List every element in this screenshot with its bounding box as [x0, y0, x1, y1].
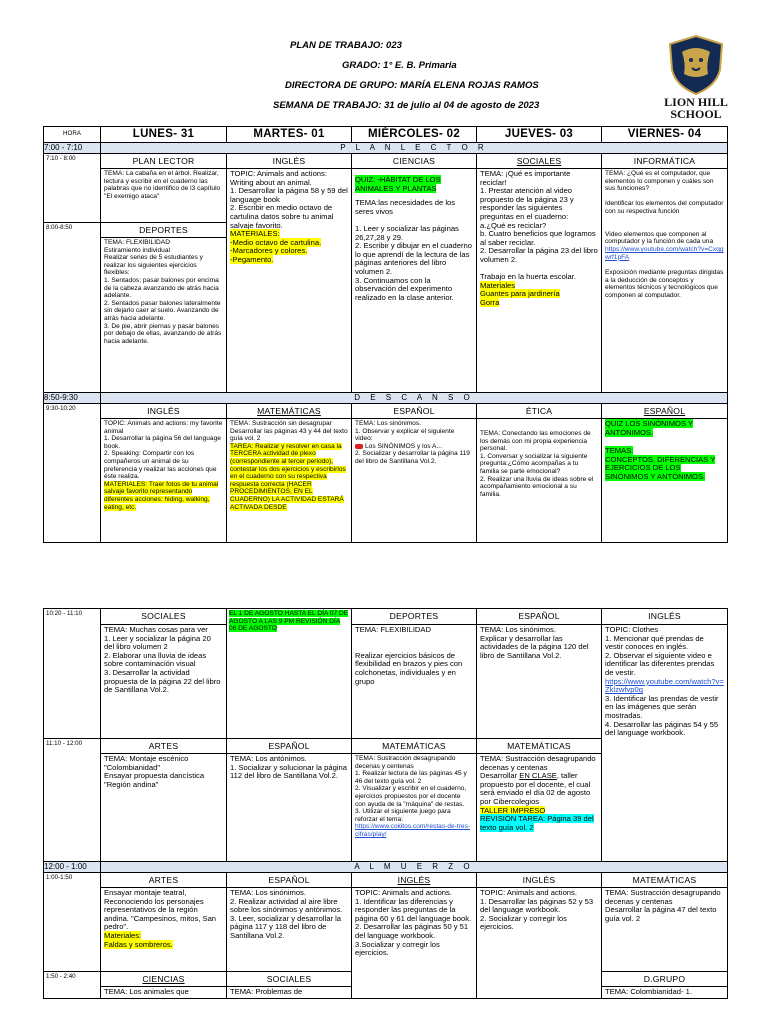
- materials-note: MATERIALES: Traer fotos de tu animal salvaje favorito representando diferentes acciones: hiding, walking, eating, etc.: [104, 480, 219, 511]
- time-slot: 10:20 - 11:10: [44, 609, 101, 739]
- schedule-table-1: [43, 126, 728, 543]
- subject-label: SOCIALES: [477, 154, 602, 169]
- school-name-line2: SCHOOL: [670, 107, 722, 121]
- activity-cell: TEMA: FLEXIBILIDAD Realizar ejercicios básicos de flexibilidad en brazos y pies con colchonetas, individuales y en grupo: [352, 625, 477, 739]
- activity-cell: TEMA: Sustracción desagrupando decenas y centenas 1. Realizar lectura de las páginas 45 y 46 del texto guía vol. 2 2. Visualizar y escribir en el cuaderno, ejercicios propuestos por el docente con ayuda de la "máquina" de restas. 3. Utilizar el siguiente juego para reforzar el tema: https://www.cokitos.com/restas-de-tres-cifras/play/: [352, 754, 477, 862]
- activity-cell: [227, 609, 352, 739]
- activity-cell: TEMA: Sustracción desagrupando decenas y centenas Desarrollar EN CLASE, taller propuesto por el docente, el cual será enviado el día 02 de agosto por Cibercolegios TALLER IMPRESO REVISIÓN TAREA: Página 39 del texto guía vol. 2: [477, 754, 602, 862]
- almuerzo-band: A L M U E R Z O: [101, 862, 728, 873]
- materials-note: MATERIALES: -Medio octavo de cartulina. -Marcadores y colores. -Pegamento.: [230, 229, 322, 264]
- subject-label: SOCIALES: [227, 972, 352, 987]
- subject-label: PLAN LECTOR: [101, 154, 227, 169]
- subject-label: CIENCIAS: [101, 972, 227, 987]
- activity-cell: TEMA: Colombianidad- 1.: [602, 987, 728, 999]
- activity-cell: TEMA: ¿Qué es el computador, que elementos lo componen y cuáles son sus funciones? Identificar los elementos del computador con su respectiva función Video elementos que componen al computador y la función de cada una https://www.youtube.com/watch?v=Cxqgwrf1pFA Exposición mediante preguntas dirigidas a la deducción de conceptos y elementos técnicos y tecnológicos que componen al computador.: [602, 169, 728, 393]
- subject-label: MATEMÁTICAS: [352, 739, 477, 754]
- subject-label: ARTES: [101, 739, 227, 754]
- subject-label: ESPAÑOL: [602, 404, 728, 419]
- time-slot: 1:50 - 2:40: [44, 972, 101, 999]
- activity-cell: TEMA: Montaje escénico "Colombianidad" Ensayar propuesta dancística "Región andina": [101, 754, 227, 862]
- activity-cell: TEMA: La cabaña en el árbol. Realizar, lectura y escribir en el cuaderno las palabras que no identifico de l3 capítulo "El exemigo ataca": [101, 169, 227, 223]
- hora-header: HORA: [44, 127, 101, 143]
- time-slot: 7:00 - 7:10: [44, 143, 101, 154]
- subject-label: MATEMÁTICAS: [477, 739, 602, 754]
- activity-cell: Ensayar montaje teatral, Reconociendo los personajes representativos de la región andina. "Campesinos, mitos, San pedro". Materiales: Faldas y sombreros.: [101, 888, 227, 972]
- activity-cell: TEMA: Los sinónimos. Explicar y desarrollar las actividades de la página 120 del libro de Santillana Vol.2.: [477, 625, 602, 739]
- day-header-martes: MARTES- 01: [227, 127, 352, 143]
- materials-note: Materiales Guantes para jardinería Gorra: [480, 280, 560, 307]
- quiz-note: QUIZ LOS SINÓNIMOS Y ANTÓNIMOS.: [605, 419, 694, 437]
- plan-number: PLAN DE TRABAJO: 023: [290, 40, 402, 51]
- activity-cell: TEMA: Problemas de: [227, 987, 352, 999]
- activity-cell: TEMA: Sustracción desagrupando decenas y centenas Desarrollar la página 47 del texto guía vol. 2: [602, 888, 728, 972]
- subject-label: MATEMÁTICAS: [227, 404, 352, 419]
- subject-label: ARTES: [101, 873, 227, 888]
- day-header-miercoles: MIÉRCOLES- 02: [352, 127, 477, 143]
- day-header-lunes: LUNES- 31: [101, 127, 227, 143]
- subject-label: INGLÉS: [227, 154, 352, 169]
- time-slot: 8:00-8:50: [44, 223, 101, 393]
- activity-cell: TEMA: ¡Qué es importante reciclar! 1. Prestar atención al video propuesto de la página 23 y responder las siguientes preguntas en el cuaderno: a.¿Qué es reciclar? b. Cuatro beneficios que logramos al saber reciclar. 2. Desarrollar la página 23 del libro volumen 2. Trabajo en la huerta escolar. Materiales Guantes para jardinería Gorra: [477, 169, 602, 393]
- day-header-viernes: VIERNES- 04: [602, 127, 728, 143]
- subject-label: DEPORTES: [101, 223, 227, 238]
- subject-label: ESPAÑOL: [227, 739, 352, 754]
- time-slot: 8:50-9:30: [44, 393, 101, 404]
- subject-label: SOCIALES: [101, 609, 227, 625]
- subject-label: D.GRUPO: [602, 972, 728, 987]
- quiz-note: QUIZ: -HÁBITAT DE LOS ANIMALES Y PLANTAS: [355, 175, 441, 193]
- lion-shield-logo-icon: [660, 34, 732, 96]
- video-link[interactable]: https://www.youtube.com/watch?v=Cxqgwrf1pFA: [605, 245, 724, 261]
- document-header: [0, 0, 768, 125]
- schedule-table-2: [43, 608, 728, 999]
- printed-workshop-note: TALLER IMPRESO: [480, 805, 546, 815]
- activity-cell: TEMA: Sustracción sin desagrupar Desarrollar las páginas 43 y 44 del texto guía vol. 2 TAREA: Realizar y resolver en casa la TERCERA actividad de plexo (correspondiente al tercer periodo), contestar los dos ejercicios y escribirlos en el cuaderno con su respectiva respuesta correcta (HACER PROCEDIMIENTOS, EN EL CUADERNO) LA ACTIVIDAD ESTARÁ ACTIVADA DESDE: [227, 419, 352, 543]
- subject-label: INGLÉS: [602, 609, 728, 625]
- time-slot: 1:00-1:50: [44, 873, 101, 972]
- subject-label: INGLÉS: [101, 404, 227, 419]
- time-slot: 11:10 - 12:00: [44, 739, 101, 862]
- day-header-jueves: JUEVES- 03: [477, 127, 602, 143]
- activity-cell: TEMA: Muchas cosas para ver 1. Leer y socializar la página 20 del libro volumen 2 2. Elaborar una lluvia de ideas sobre contaminación visual 3. Desarrollar la actividad propuesta de la página 22 del libro de Santillana Vol.2.: [101, 625, 227, 739]
- subject-label: INFORMÁTICA: [602, 154, 728, 169]
- materials-note: Materiales: Faldas y sombreros.: [104, 930, 173, 949]
- subject-label: ESPAÑOL: [477, 609, 602, 625]
- activity-cell: [602, 419, 728, 543]
- group-director: DIRECTORA DE GRUPO: MARÍA ELENA ROJAS RAMOS: [285, 80, 539, 91]
- activity-cell: TEMA: Conectando las emociones de los demás con mi propia experiencia personal. 1. Conversar y socializar la siguiente pregunta:¿Cómo acompañas a tu familia se parte emocional? 2. Realizar una lluvia de ideas sobre el acompañamiento emocional a su familia.: [477, 419, 602, 543]
- activity-cell: TOPIC: Animals and actions. 1. Desarrollar las páginas 52 y 53 del language workbook. 2. Socializar y corregir los ejercicios.: [477, 888, 602, 999]
- subject-label: INGLÉS: [352, 873, 477, 888]
- time-slot: 7:10 - 8:00: [44, 154, 101, 223]
- plan-lector-band: P L A N L E C T O R: [101, 143, 728, 154]
- subject-label: ÉTICA: [477, 404, 602, 419]
- activity-cell: QUIZ: -HÁBITAT DE LOS ANIMALES Y PLANTAS TEMA:las necesidades de los seres vivos 1. Leer y socializar las páginas 26,27,28 y 29. 2. Escribir y dibujar en el cuaderno lo que aprendí de la lectura de las páginas anteriores del libro volumen 2. 3. Continuamos con la observación del experimento realizado en la clase anterior.: [352, 169, 477, 393]
- subject-label: CIENCIAS: [352, 154, 477, 169]
- quiz-topics: TEMAS: CONCEPTOS, DIFERENCIAS Y EJERCICIOS DE LOS SINÓNIMOS Y ANTÓNIMOS.: [605, 446, 716, 481]
- time-slot: 12:00 - 1:00: [44, 862, 101, 873]
- time-slot: 9:30-10:20: [44, 404, 101, 543]
- subject-label: DEPORTES: [352, 609, 477, 625]
- school-name-line1: LION HILL: [664, 95, 728, 109]
- activity-cell: TOPIC: Animals and actions. 1. Identificar las diferencias y responder las preguntas de la página 60 y 61 del language book. 2. Desarrollar las páginas 50 y 51 del language workbook. 3.Socializar y corregir los ejercicios.: [352, 888, 477, 999]
- homework-review-note: REVISIÓN TAREA: Página 39 del texto guía vol. 2: [480, 814, 594, 832]
- subject-label: ESPAÑOL: [227, 873, 352, 888]
- game-link[interactable]: https://www.cokitos.com/restas-de-tres-cifras/play/: [355, 823, 471, 838]
- subject-label: ESPAÑOL: [352, 404, 477, 419]
- activity-cell: TEMA: FLEXIBILIDAD Estiramiento individual Realizar series de 5 estudiantes y realizar los siguientes ejercicios flexibles: 1. Sentados; pasar balones por encima de la cabeza avanzando de atrás hacia adelante. 2. Sentados pasar balones lateralmente sin dejarlo caer al suelo. Avanzando de atrás hacia adelante. 3. De pie, abrir piernas y pasar balones por debajo de ellas, avanzando de atrás hacia adelante.: [101, 238, 227, 393]
- activity-cell: TOPIC: Animals and actions: my favorite animal 1. Desarrollar la página 56 del language book. 2. Speaking: Compartir con los compañeros un animal de su preferencia y realizar las acciones que éste realiza. MATERIALES: Traer fotos de tu animal salvaje favorito representando diferentes acciones: hiding, walking, eating, etc.: [101, 419, 227, 543]
- deadline-note: EL 1 DE AGOSTO HASTA EL DÍA 07 DE AGOSTO A LAS 9 PM REVISIÓN DÍA 08 DE AGOSTO: [229, 610, 349, 633]
- work-week: SEMANA DE TRABAJO: 31 de julio al 04 de agosto de 2023: [273, 100, 540, 111]
- activity-cell: TOPIC: Clothes 1. Mencionar qué prendas de vestir conoces en inglés. 2. Observar el siguiente video e identificar las diferentes prendas de vestir. https://www.youtube.com/watch?v=Zklzwfvp0g 3. Identificar las prendas de vestir en las imágenes que serán mostradas. 4. Desarrollar las páginas 54 y 55 del language workbook.: [602, 625, 728, 862]
- activity-cell: TEMA: Los sinónimos. 1. Observar y explicar el siguiente video: Los SINÓNIMOS y los A... 2. Socializar y desarrollar la página 119 del libro de Santillana Vol.2.: [352, 419, 477, 543]
- subject-label: INGLÉS: [477, 873, 602, 888]
- video-play-icon[interactable]: [355, 444, 363, 449]
- activity-cell: TEMA: Los antónimos. 1. Socializar y solucionar la página 112 del libro de Santillana Vol.2.: [227, 754, 352, 862]
- homework-note: TAREA: Realizar y resolver en casa la TERCERA actividad de plexo (correspondiente al tercer periodo), contestar los dos ejercicios y escribirlos en el cuaderno con su respectiva respuesta correcta (HACER PROCEDIMIENTOS, EN EL CUADERNO) LA ACTIVIDAD ESTARÁ ACTIVADA DESDE: [230, 442, 346, 511]
- activity-cell: TOPIC: Animals and actions: Writing about an animal. 1. Desarrollar la página 58 y 59 del language book 2. Escribir en medio octavo de cartulina datos sobre tu animal salvaje favorito. MATERIALES: -Medio octavo de cartulina. -Marcadores y colores. -Pegamento.: [227, 169, 352, 393]
- descanso-band: D E S C A N S O: [101, 393, 728, 404]
- grade: GRADO: 1° E. B. Primaria: [342, 60, 457, 71]
- video-link[interactable]: https://www.youtube.com/watch?v=Zklzwfvp0g: [605, 676, 724, 695]
- activity-cell: TEMA: Los sinónimos. 2. Realizar actividad al aire libre sobre los sinónimos y antónimos. 3. Leer, socializar y desarrollar la página 117 y 118 del libro de Santillana Vol.2.: [227, 888, 352, 972]
- subject-label: MATEMÁTICAS: [602, 873, 728, 888]
- activity-cell: TEMA: Los animales que: [101, 987, 227, 999]
- school-logo: [660, 34, 732, 124]
